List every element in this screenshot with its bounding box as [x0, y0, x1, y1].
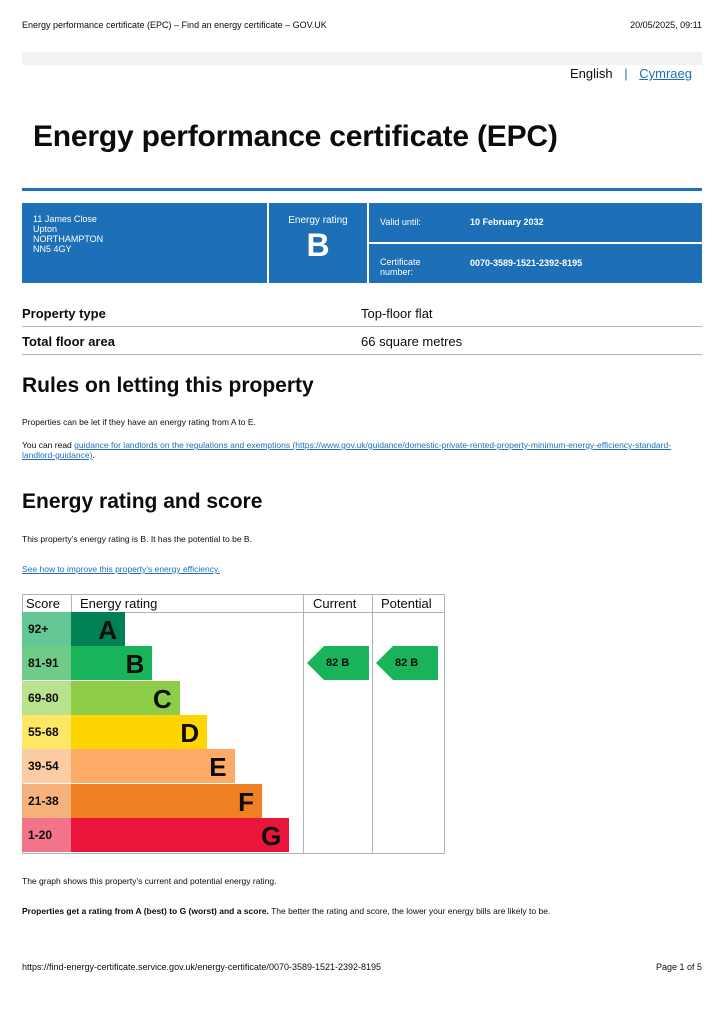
rating-explanation-rest: The better the rating and score, the lower your energy bills are likely to be. — [268, 906, 551, 916]
property-details-table — [22, 299, 702, 355]
energy-rating-chart — [22, 594, 445, 854]
band-score-range: 1-20 — [22, 818, 71, 852]
band-score-range: 55-68 — [22, 715, 71, 749]
band-bar — [71, 646, 152, 680]
certificate-number-label: Certificate number: — [380, 257, 421, 277]
print-footer — [22, 962, 702, 972]
guidance-link[interactable]: guidance for landlords on the regulations and exemptions — [74, 440, 291, 450]
energy-rating-label: Energy rating — [288, 215, 348, 226]
header-band — [22, 52, 702, 65]
valid-until-value: 10 February 2032 — [470, 217, 544, 227]
table-row — [22, 327, 702, 355]
footer-page-number: Page 1 of 5 — [655, 962, 702, 972]
address-line: 11 James Close — [33, 214, 97, 224]
band-score-range: 21-38 — [22, 784, 71, 818]
property-type-value: Top-floor flat — [361, 306, 433, 321]
improve-efficiency-link[interactable]: See how to improve this property’s energy efficiency. — [22, 564, 220, 574]
certificate-number-value: 0070-3589-1521-2392-8195 — [470, 258, 583, 268]
band-letter: B — [125, 649, 145, 680]
address-line: NN5 4GY — [33, 244, 72, 254]
band-letter: F — [238, 786, 254, 817]
potential-rating-arrow — [376, 646, 438, 680]
address-line: NORTHAMPTON — [33, 234, 104, 244]
current-column-header: Current — [313, 596, 357, 611]
print-header — [22, 20, 702, 34]
valid-until-label: Valid until: — [380, 217, 421, 227]
title-divider — [22, 188, 702, 191]
footer-url: https://find-energy-certificate.service.gov.uk/energy-certificate/0070-3589-1521-2392-8195 — [22, 962, 382, 972]
chart-column-divider — [71, 594, 72, 612]
band-bar — [71, 818, 289, 852]
guidance-suffix: . — [92, 450, 95, 460]
potential-rating-arrow-label: 82 B — [395, 657, 419, 670]
band-letter: C — [153, 683, 172, 714]
band-letter: E — [209, 752, 227, 783]
band-bar — [71, 612, 125, 646]
current-rating-arrow-label: 82 B — [326, 657, 350, 670]
chart-column-divider — [303, 594, 304, 854]
rating-column-header: Energy rating — [80, 596, 158, 611]
guidance-url[interactable]: (https://www.gov.uk/guidance/domestic-private-rented-property-minimum-energy-efficiency-standard-landlord-guidance) — [22, 440, 672, 460]
band-letter: G — [261, 820, 282, 851]
rules-paragraph: Properties can be let if they have an energy rating from A to E. — [22, 417, 256, 427]
property-address — [33, 214, 103, 254]
energy-rating-value: B — [306, 227, 330, 263]
language-english: English — [569, 66, 613, 81]
potential-column-header: Potential — [381, 596, 432, 611]
language-separator: | — [624, 66, 628, 81]
band-bar — [71, 681, 180, 715]
summary-divider — [369, 242, 702, 244]
band-score-range: 39-54 — [22, 749, 71, 783]
rating-explanation-bold: Properties get a rating from A (best) to G (worst) and a score. — [22, 906, 269, 916]
print-header-datetime: 20/05/2025, 09:11 — [630, 20, 702, 30]
language-welsh-link[interactable]: Cymraeg — [639, 66, 692, 81]
print-header-title: Energy performance certificate (EPC) – Find an energy certificate – GOV.UK — [22, 20, 327, 30]
table-row — [22, 299, 702, 327]
chart-column-divider — [372, 594, 373, 854]
graph-note: The graph shows this property’s current and potential energy rating. — [22, 876, 277, 886]
page-title: Energy performance certificate (EPC) — [33, 120, 558, 153]
energy-rating-paragraph: This property’s energy rating is B. It has the potential to be B. — [22, 534, 252, 544]
epc-summary-panel — [22, 203, 702, 283]
rules-guidance-paragraph — [22, 440, 702, 460]
band-bar — [71, 784, 262, 818]
address-line: Upton — [33, 224, 58, 234]
floor-area-label: Total floor area — [22, 334, 115, 349]
improve-efficiency-paragraph — [22, 564, 702, 574]
band-letter: D — [180, 717, 200, 748]
score-column-header: Score — [26, 596, 60, 611]
band-bar — [71, 749, 235, 783]
guidance-prefix: You can read — [22, 440, 75, 450]
band-score-range: 92+ — [22, 612, 71, 646]
band-bar — [71, 715, 207, 749]
rules-heading: Rules on letting this property — [22, 374, 314, 397]
band-score-range: 81-91 — [22, 646, 71, 680]
current-rating-arrow — [307, 646, 369, 680]
property-type-label: Property type — [22, 306, 106, 321]
band-score-range: 69-80 — [22, 681, 71, 715]
language-switcher — [570, 66, 692, 81]
energy-heading: Energy rating and score — [22, 490, 263, 513]
floor-area-value: 66 square metres — [361, 334, 463, 349]
rating-explanation — [22, 906, 702, 916]
band-letter: A — [98, 615, 117, 645]
